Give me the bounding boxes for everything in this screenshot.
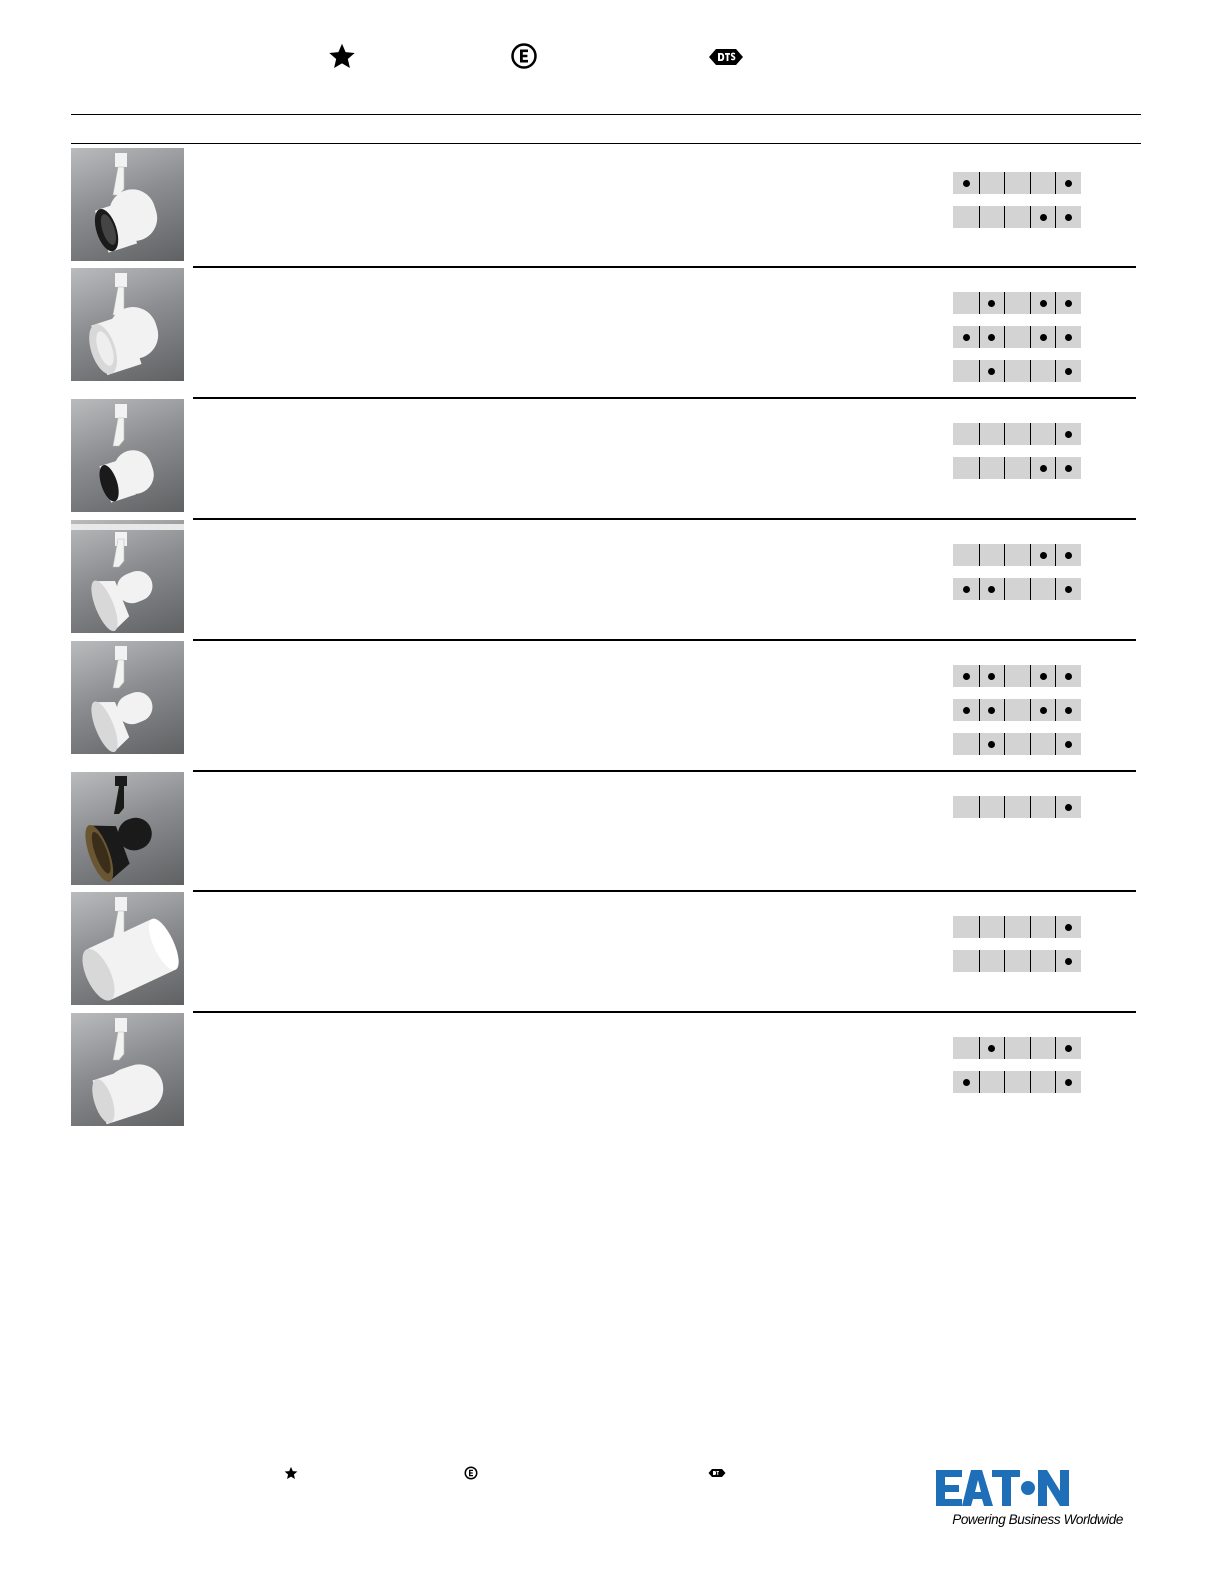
bullet-dot [1040,465,1047,472]
option-cell [953,423,979,445]
option-cell [1030,206,1056,228]
bullet-dot [1040,334,1047,341]
option-row [953,796,1081,818]
bullet-dot [1065,465,1072,472]
option-cell [1004,916,1030,938]
option-row [953,578,1081,600]
option-cell [979,326,1005,348]
option-row [953,544,1081,566]
product-row [71,1013,1136,1129]
bullet-dot [988,1045,995,1052]
bullet-dot [1065,368,1072,375]
product-image [71,772,184,885]
product-row [71,772,1136,892]
option-cell [979,457,1005,479]
star-icon [328,42,356,70]
product-image [71,520,184,633]
bullet-dot [1065,958,1072,965]
option-cell [979,172,1005,194]
option-cell [953,699,979,721]
svg-text:Powering Business Worldwide: Powering Business Worldwide [952,1512,1123,1527]
option-cell [979,544,1005,566]
bullet-dot [963,180,970,187]
bullet-dot [963,334,970,341]
option-row [953,326,1081,348]
header-rule-bottom [71,143,1141,144]
product-row [71,148,1136,268]
option-cell [1030,360,1056,382]
product-image [71,399,184,512]
option-row [953,457,1081,479]
bullet-dot [1065,707,1072,714]
bullet-dot [1065,334,1072,341]
product-image [71,268,184,381]
option-cell [979,1037,1005,1059]
bullet-dot [1065,586,1072,593]
option-cell [953,360,979,382]
option-cell [1055,1071,1081,1093]
bullet-dot [1040,300,1047,307]
option-cell [1055,292,1081,314]
option-cell [979,916,1005,938]
option-cell [953,916,979,938]
option-cell [1004,1071,1030,1093]
option-cell [953,292,979,314]
bullet-dot [1065,924,1072,931]
option-row [953,733,1081,755]
product-row [71,520,1136,641]
option-row [953,665,1081,687]
option-row [953,1037,1081,1059]
option-cell [1030,1071,1056,1093]
option-cell [1004,796,1030,818]
eaton-logo [935,1468,1125,1532]
option-cell [1055,326,1081,348]
bullet-dot [1040,214,1047,221]
option-cell [1030,326,1056,348]
option-cell [1004,699,1030,721]
option-cell [1004,950,1030,972]
option-cell [979,206,1005,228]
bullet-dot [963,673,970,680]
header-rule-top [71,114,1141,115]
option-cell [979,292,1005,314]
e-circle-icon [464,1466,478,1480]
option-cell [1030,457,1056,479]
option-row [953,292,1081,314]
option-row [953,699,1081,721]
option-cell [1030,665,1056,687]
product-image [71,1013,184,1126]
option-cell [1055,699,1081,721]
option-cell [1055,457,1081,479]
option-cell [979,423,1005,445]
option-row [953,206,1081,228]
option-cell [953,950,979,972]
option-cell [1055,916,1081,938]
option-cell [953,665,979,687]
option-cell [979,796,1005,818]
option-cell [1004,665,1030,687]
option-cell [1004,1037,1030,1059]
e-circle-icon [510,42,538,70]
legend-header [0,40,1224,74]
option-cell [1055,796,1081,818]
option-cell [953,172,979,194]
option-cell [979,1071,1005,1093]
option-cell [1004,578,1030,600]
option-cell [953,733,979,755]
bullet-dot [988,368,995,375]
option-cell [979,360,1005,382]
bullet-dot [1065,180,1072,187]
option-cell [1030,733,1056,755]
option-row [953,423,1081,445]
option-cell [1004,326,1030,348]
bullet-dot [1065,552,1072,559]
option-cell [1030,699,1056,721]
option-cell [953,796,979,818]
option-cell [1055,360,1081,382]
option-cell [953,544,979,566]
option-cell [1004,733,1030,755]
bullet-dot [963,707,970,714]
option-cell [953,1071,979,1093]
option-cell [1030,423,1056,445]
option-cell [1055,172,1081,194]
option-cell [1055,950,1081,972]
bullet-dot [988,586,995,593]
option-cell [979,665,1005,687]
option-cell [979,578,1005,600]
option-cell [1030,796,1056,818]
bullet-dot [963,586,970,593]
product-row [71,892,1136,1013]
option-cell [979,733,1005,755]
option-cell [1030,1037,1056,1059]
product-image [71,148,184,261]
option-cell [953,1037,979,1059]
option-cell [1030,172,1056,194]
option-cell [1030,578,1056,600]
bullet-dot [1065,214,1072,221]
bullet-dot [1065,1079,1072,1086]
dts-diamond-icon [708,48,744,66]
bullet-dot [988,707,995,714]
product-image [71,892,184,1005]
option-cell [1004,292,1030,314]
option-cell [979,699,1005,721]
option-cell [1055,1037,1081,1059]
bullet-dot [988,673,995,680]
option-cell [1055,578,1081,600]
option-cell [1030,544,1056,566]
option-cell [1055,665,1081,687]
bullet-dot [1065,431,1072,438]
option-row [953,950,1081,972]
option-cell [1004,360,1030,382]
option-cell [1055,206,1081,228]
option-row [953,916,1081,938]
option-cell [1055,733,1081,755]
option-cell [953,326,979,348]
option-cell [1004,172,1030,194]
bullet-dot [988,334,995,341]
bullet-dot [1065,673,1072,680]
bullet-dot [1040,707,1047,714]
option-row [953,1071,1081,1093]
star-icon [284,1466,298,1480]
option-cell [1030,916,1056,938]
bullet-dot [1040,552,1047,559]
option-cell [1004,457,1030,479]
option-cell [1004,206,1030,228]
product-row [71,641,1136,772]
option-cell [1030,950,1056,972]
product-row [71,268,1136,399]
bullet-dot [1065,1045,1072,1052]
option-cell [1004,544,1030,566]
bullet-dot [988,300,995,307]
option-row [953,172,1081,194]
bullet-dot [988,741,995,748]
option-cell [1030,292,1056,314]
bullet-dot [1065,741,1072,748]
option-cell [953,578,979,600]
option-cell [979,950,1005,972]
product-row [71,399,1136,520]
bullet-dot [963,1079,970,1086]
bullet-dot [1065,300,1072,307]
bullet-dot [1065,804,1072,811]
option-cell [1004,423,1030,445]
option-cell [953,206,979,228]
option-cell [1055,544,1081,566]
option-row [953,360,1081,382]
option-cell [1055,423,1081,445]
bullet-dot [1040,673,1047,680]
product-image [71,641,184,754]
dts-diamond-icon [708,1468,726,1478]
option-cell [953,457,979,479]
